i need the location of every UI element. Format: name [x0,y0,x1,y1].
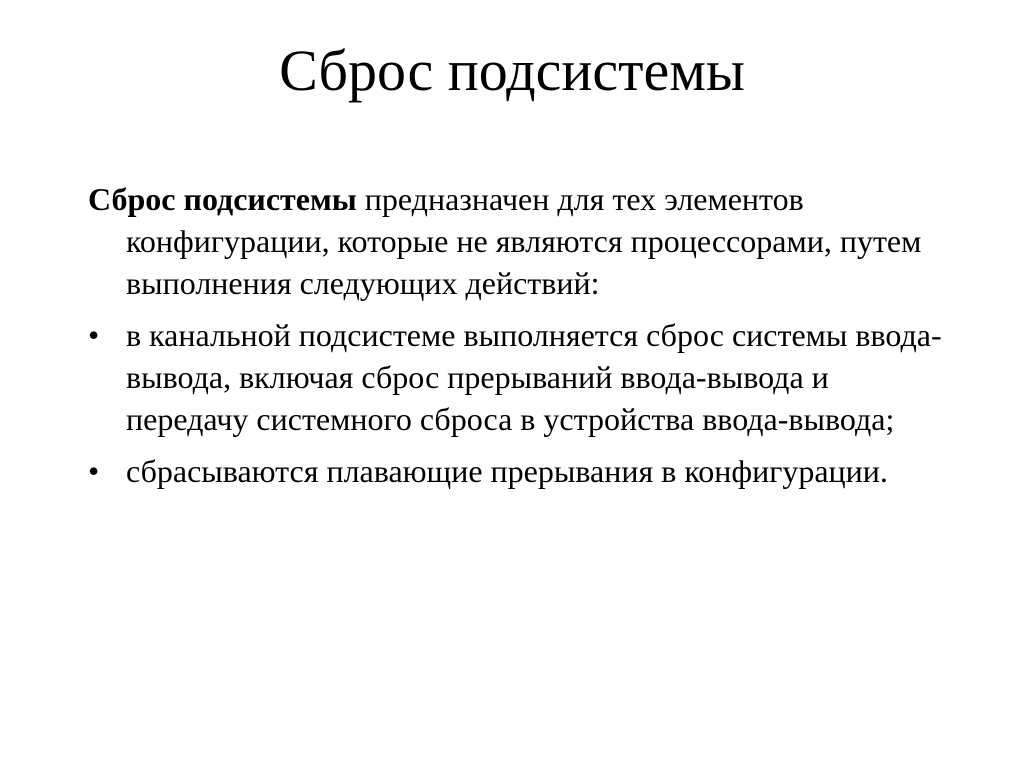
bullet-dot-icon: • [88,453,100,489]
bullet-dot-icon: • [88,317,100,353]
intro-text: предназначен для тех элементов конфигурации, которые не являются процессорами, путем выполнения следующих действий: [126,181,922,301]
bullet-item-1 [88,314,948,440]
slide-title: Сброс подсистемы [279,38,745,103]
bullet-item-2 [88,450,948,492]
intro-bold-term: Сброс подсистемы [88,181,357,217]
slide-body [88,178,948,502]
bullet-text-1: в канальной подсистеме выполняется сброс системы ввода-вывода, включая сброс прерываний ввода-вывода и передачу системного сброса в устройства ввода-вывода; [126,317,942,437]
intro-paragraph [88,178,948,304]
bullet-text-2: сбрасываются плавающие прерывания в конфигурации. [126,453,888,489]
